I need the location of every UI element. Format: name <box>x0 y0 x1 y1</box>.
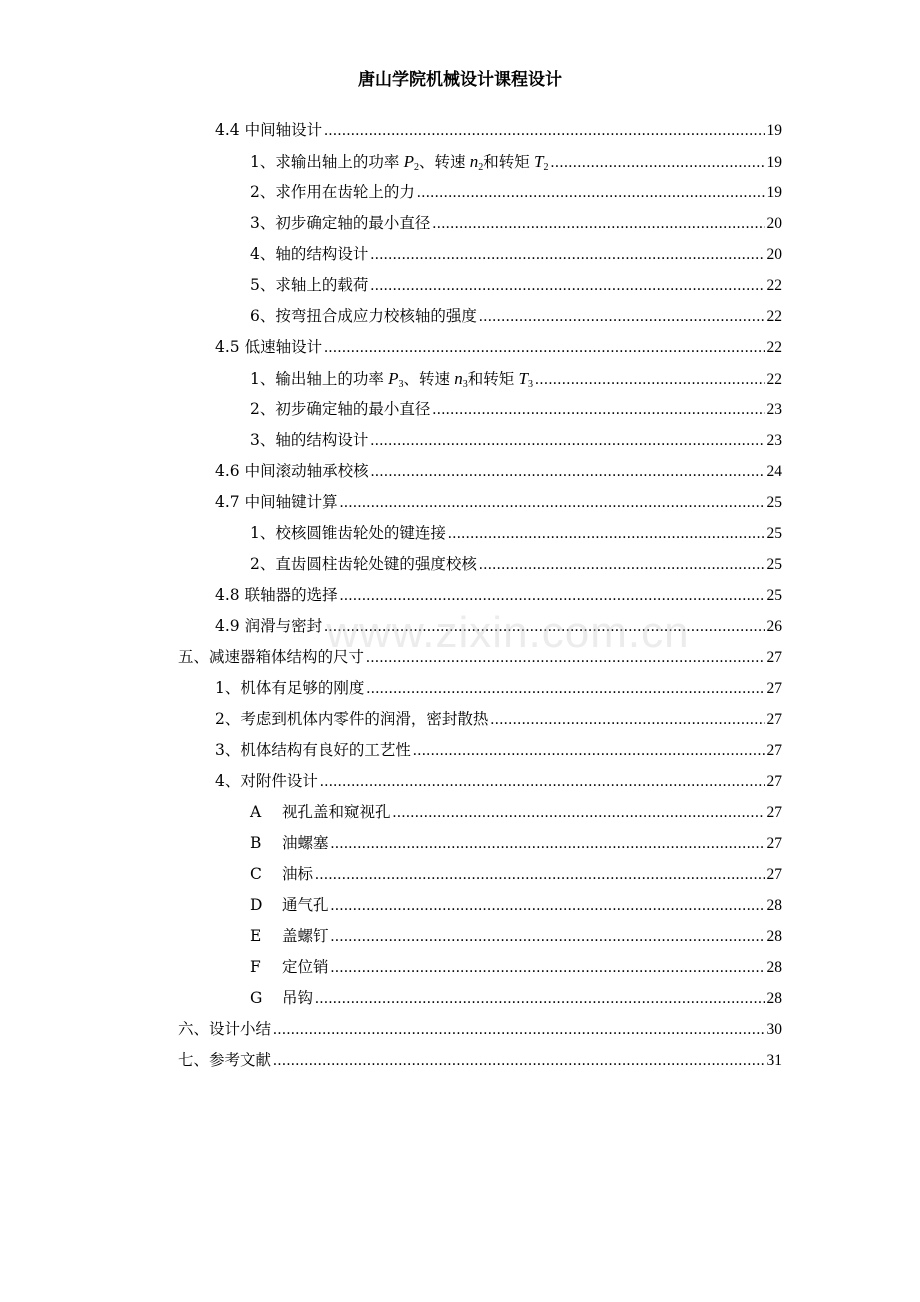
dot-leader <box>490 704 764 735</box>
toc-entry[interactable] <box>178 1045 782 1076</box>
dot-leader <box>315 859 764 890</box>
toc-entry-page: 22 <box>766 371 782 388</box>
dot-leader <box>273 1014 764 1045</box>
toc-entry-page: 22 <box>766 339 782 356</box>
toc-entry-label: 4.8 联轴器的选择 <box>215 586 338 604</box>
dot-leader <box>371 456 765 487</box>
dot-leader <box>315 983 764 1014</box>
toc-entry-page: 26 <box>766 618 782 635</box>
dot-leader <box>366 673 764 704</box>
toc-entry-page: 23 <box>766 432 782 449</box>
toc-entry-label: G 吊钩 <box>250 989 314 1007</box>
toc-entry-label: E 盖螺钉 <box>250 927 329 945</box>
toc-entry[interactable] <box>250 952 782 983</box>
toc-entry[interactable] <box>178 1014 782 1045</box>
toc-entry[interactable] <box>250 177 782 208</box>
toc-entry-page: 25 <box>766 556 782 573</box>
symbol-n2: $n_2$ <box>465 152 484 173</box>
toc-entry[interactable] <box>250 208 782 239</box>
dot-leader <box>448 518 765 549</box>
symbol-t2: $T_2$ <box>529 152 549 173</box>
dot-leader <box>331 952 765 983</box>
page-title: 唐山学院机械设计课程设计 <box>358 70 562 90</box>
dot-leader <box>273 1045 764 1076</box>
toc-entry-label: 2、求作用在齿轮上的力 <box>250 183 415 201</box>
toc-entry-label: 1、输出轴上的功率 $P_3$、转速 $n_3$和转矩 $T_3$ <box>250 369 534 390</box>
toc-entry-label: 4.7 中间轴键计算 <box>215 493 338 511</box>
dot-leader <box>370 270 764 301</box>
symbol-p2: $P_2$ <box>399 152 420 173</box>
toc-entry-label: F 定位销 <box>250 958 329 976</box>
toc-entry-label: 六、设计小结 <box>178 1020 272 1038</box>
watermark: www.zixin.com.cn <box>326 608 690 657</box>
toc-entry-page: 19 <box>766 154 782 171</box>
toc-entry-label: 2、初步确定轴的最小直径 <box>250 400 431 418</box>
toc-entry[interactable] <box>250 890 782 921</box>
toc-entry[interactable] <box>178 642 782 673</box>
dot-leader <box>417 177 765 208</box>
toc-entry[interactable] <box>250 518 782 549</box>
toc-entry[interactable] <box>215 456 782 487</box>
toc-entry-page: 25 <box>766 587 782 604</box>
toc-entry-label: 4.6 中间滚动轴承校核 <box>215 462 369 480</box>
toc-entry[interactable] <box>250 301 782 332</box>
toc-entry-label: 4、对附件设计 <box>215 772 318 790</box>
toc-entry-label: 4.5 低速轴设计 <box>215 338 323 356</box>
toc-entry[interactable] <box>250 425 782 456</box>
toc-entry-page: 27 <box>766 773 782 790</box>
toc-entry[interactable] <box>250 859 782 890</box>
toc-entry[interactable] <box>250 394 782 425</box>
symbol-p3: $P_3$ <box>383 369 404 390</box>
toc-entry[interactable] <box>250 239 782 270</box>
toc-entry-label: D 通气孔 <box>250 896 329 914</box>
dot-leader <box>370 239 764 270</box>
toc-entry-label: B 油螺塞 <box>250 834 329 852</box>
toc-entry-label: 4.9 润滑与密封 <box>215 617 323 635</box>
toc-entry-label: 1、机体有足够的刚度 <box>215 679 365 697</box>
toc-entry-page: 20 <box>766 246 782 263</box>
toc-entry-page: 25 <box>766 525 782 542</box>
toc-entry[interactable] <box>250 983 782 1014</box>
dot-leader <box>324 611 764 642</box>
dot-leader <box>331 890 765 921</box>
toc-entry[interactable] <box>250 921 782 952</box>
toc-entry-label: A 视孔盖和窥视孔 <box>250 803 391 821</box>
toc-entry-label: 1、求输出轴上的功率 $P_2$、转速 $n_2$和转矩 $T_2$ <box>250 152 549 173</box>
toc-entry[interactable] <box>215 735 782 766</box>
toc-entry-label: 6、按弯扭合成应力校核轴的强度 <box>250 307 477 325</box>
toc-entry-page: 28 <box>766 959 782 976</box>
dot-leader <box>340 580 765 611</box>
dot-leader <box>331 921 765 952</box>
toc-entry-label: 3、轴的结构设计 <box>250 431 369 449</box>
toc-entry-page: 27 <box>766 649 782 666</box>
toc-entry-page: 28 <box>766 928 782 945</box>
toc-entry-page: 22 <box>766 277 782 294</box>
toc-entry-page: 25 <box>766 494 782 511</box>
toc-entry[interactable] <box>250 363 782 394</box>
toc-entry[interactable] <box>250 549 782 580</box>
toc-entry-label: 5、求轴上的载荷 <box>250 276 369 294</box>
toc-entry[interactable] <box>250 270 782 301</box>
toc-entry[interactable] <box>250 146 782 177</box>
symbol-t3: $T_3$ <box>514 369 534 390</box>
toc-entry[interactable] <box>215 704 782 735</box>
toc-entry[interactable] <box>215 115 782 146</box>
toc-entry[interactable] <box>215 611 782 642</box>
toc-entry-page: 27 <box>766 680 782 697</box>
toc-entry-page: 24 <box>766 463 782 480</box>
toc-entry-label: 3、初步确定轴的最小直径 <box>250 214 431 232</box>
toc-entry[interactable] <box>215 766 782 797</box>
toc-entry[interactable] <box>250 828 782 859</box>
symbol-n3: $n_3$ <box>450 369 468 390</box>
toc-entry-label: C 油标 <box>250 865 314 883</box>
toc-entry-label: 4、轴的结构设计 <box>250 245 369 263</box>
toc-entry-page: 22 <box>766 308 782 325</box>
dot-leader <box>551 147 765 178</box>
toc-entry-page: 27 <box>766 804 782 821</box>
dot-leader <box>331 828 765 859</box>
toc-entry-page: 27 <box>766 835 782 852</box>
toc-entry-page: 19 <box>766 122 782 139</box>
dot-leader <box>393 797 765 828</box>
dot-leader <box>320 766 765 797</box>
toc-entry-label: 2、直齿圆柱齿轮处键的强度校核 <box>250 555 477 573</box>
dot-leader <box>324 115 764 146</box>
toc-entry-page: 28 <box>766 897 782 914</box>
toc-entry-page: 30 <box>766 1021 782 1038</box>
toc-entry[interactable] <box>215 487 782 518</box>
toc-entry-page: 28 <box>766 990 782 1007</box>
toc-entry[interactable] <box>215 580 782 611</box>
toc-entry[interactable] <box>250 797 782 828</box>
toc-entry-label: 4.4 中间轴设计 <box>215 121 323 139</box>
toc-entry-page: 27 <box>766 866 782 883</box>
dot-leader <box>324 332 764 363</box>
toc-entry-page: 19 <box>766 184 782 201</box>
toc-entry-page: 20 <box>766 215 782 232</box>
dot-leader <box>535 364 764 395</box>
dot-leader <box>432 208 764 239</box>
toc-entry-page: 31 <box>766 1052 782 1069</box>
dot-leader <box>366 642 764 673</box>
toc-entry-label: 3、机体结构有良好的工艺性 <box>215 741 411 759</box>
toc-entry-label: 五、减速器箱体结构的尺寸 <box>178 648 365 666</box>
dot-leader <box>340 487 765 518</box>
toc-entry-page: 27 <box>766 711 782 728</box>
toc-entry[interactable] <box>215 673 782 704</box>
dot-leader <box>479 301 765 332</box>
toc-entry-label: 七、参考文献 <box>178 1051 272 1069</box>
toc-entry-page: 27 <box>766 742 782 759</box>
dot-leader <box>370 425 764 456</box>
toc-entry-label: 1、校核圆锥齿轮处的键连接 <box>250 524 446 542</box>
toc-entry-page: 23 <box>766 401 782 418</box>
dot-leader <box>413 735 765 766</box>
toc-entry[interactable] <box>215 332 782 363</box>
dot-leader <box>479 549 765 580</box>
dot-leader <box>432 394 764 425</box>
toc-entry-label: 2、考虑到机体内零件的润滑，密封散热 <box>215 710 489 728</box>
